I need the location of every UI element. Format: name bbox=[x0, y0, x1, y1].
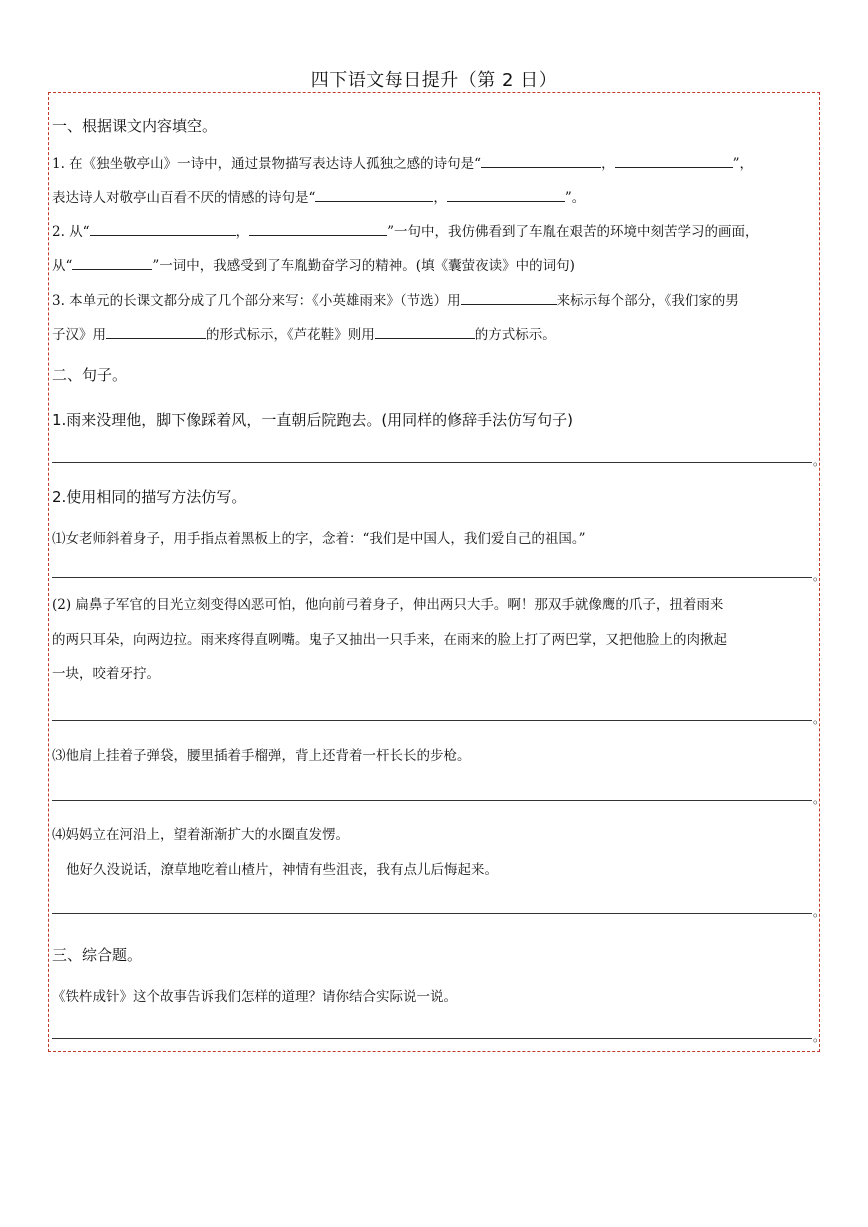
section2-question-1: 1.雨来没理他，脚下像踩着风，一直朝后院跑去。(用同样的修辞手法仿写句子) bbox=[52, 411, 574, 429]
answer-blank[interactable] bbox=[615, 154, 733, 168]
example-passage-2-line-1: (2) 扁鼻子军官的目光立刻变得凶恶可怕，他向前弓着身子，伸出两只大手。啊！那双手就像鹰的爪子，扭着雨来 bbox=[52, 597, 724, 613]
section1-heading: 一、根据课文内容填空。 bbox=[52, 117, 218, 135]
example-passage-2-line-3: 一块，咬着牙拧。 bbox=[52, 666, 160, 682]
answer-line[interactable] bbox=[52, 577, 812, 578]
section3-heading: 三、综合题。 bbox=[52, 946, 143, 964]
answer-blank[interactable] bbox=[249, 222, 387, 236]
page-title: 四下语文每日提升（第 2 日） bbox=[310, 70, 558, 91]
section2-question-2: 2.使用相同的描写方法仿写。 bbox=[52, 488, 247, 506]
example-sentence-4-line-1: ⑷妈妈立在河沿上，望着渐渐扩大的水圈直发愣。 bbox=[52, 827, 349, 843]
end-mark: 。 bbox=[813, 712, 826, 726]
end-mark: 。 bbox=[813, 454, 826, 468]
question-3-line-2: 子汉》用 的形式标示，《芦花鞋》则用 的方式标示。 bbox=[52, 327, 556, 343]
end-mark: 。 bbox=[813, 905, 826, 919]
answer-line[interactable] bbox=[52, 720, 812, 721]
section2-heading: 二、句子。 bbox=[52, 366, 128, 384]
answer-blank[interactable] bbox=[315, 188, 433, 202]
answer-blank[interactable] bbox=[481, 154, 601, 168]
question-2-line-1: 2. 从“ ， ”一句中，我仿佛看到了车胤在艰苦的环境中刻苦学习的画面， bbox=[52, 224, 759, 240]
end-mark: 。 bbox=[813, 1030, 826, 1044]
question-1-line-2: 表达诗人对敬亭山百看不厌的情感的诗句是“ ， ”。 bbox=[52, 190, 586, 206]
answer-blank[interactable] bbox=[72, 256, 152, 270]
answer-blank[interactable] bbox=[90, 222, 236, 236]
end-mark: 。 bbox=[813, 569, 826, 583]
question-3-line-1: 3. 本单元的长课文都分成了几个部分来写：《小英雄雨来》（节选）用 来标示每个部分，《我们家的男 bbox=[52, 293, 739, 309]
answer-blank[interactable] bbox=[106, 325, 206, 339]
example-passage-2-line-2: 的两只耳朵，向两边拉。雨来疼得直咧嘴。鬼子又抽出一只手来，在雨来的脸上打了两巴掌，又把他脸上的肉揪起 bbox=[52, 632, 727, 648]
answer-line[interactable] bbox=[52, 462, 812, 463]
question-2-line-2: 从“ ”一词中，我感受到了车胤勤奋学习的精神。(填《囊萤夜读》中的词句) bbox=[52, 258, 575, 274]
answer-blank[interactable] bbox=[447, 188, 565, 202]
example-sentence-1: ⑴女老师斜着身子，用手指点着黑板上的字，念着：“我们是中国人，我们爱自己的祖国。” bbox=[52, 531, 586, 547]
example-sentence-4-line-2: 他好久没说话，潦草地吃着山楂片，神情有些沮丧，我有点儿后悔起来。 bbox=[66, 862, 498, 878]
example-sentence-3: ⑶他肩上挂着子弹袋，腰里插着手榴弹，背上还背着一杆长长的步枪。 bbox=[52, 748, 471, 764]
answer-line[interactable] bbox=[52, 913, 812, 914]
end-mark: 。 bbox=[813, 792, 826, 806]
section3-question: 《铁杵成针》这个故事告诉我们怎样的道理？请你结合实际说一说。 bbox=[52, 989, 457, 1005]
answer-line[interactable] bbox=[52, 800, 812, 801]
answer-line[interactable] bbox=[52, 1038, 812, 1039]
answer-blank[interactable] bbox=[461, 291, 557, 305]
question-1-line-1: 1. 在《独坐敬亭山》一诗中，通过景物描写表达诗人孤独之感的诗句是“ ， ”， bbox=[52, 156, 753, 172]
answer-blank[interactable] bbox=[375, 325, 475, 339]
